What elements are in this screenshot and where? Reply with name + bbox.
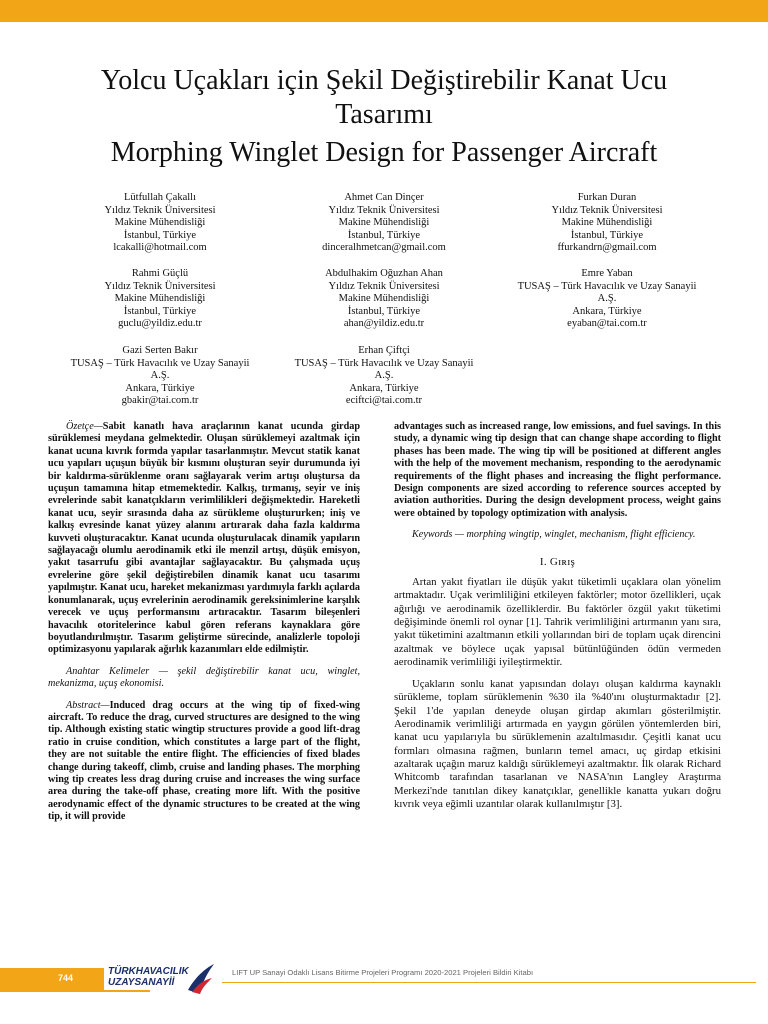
author-email: guclu@yildiz.edu.tr: [118, 318, 202, 330]
author-email: eyaban@tai.com.tr: [567, 318, 647, 330]
author-name: Emre Yaban: [581, 268, 633, 279]
abstract-en: [48, 700, 360, 824]
author-city: İstanbul, Türkiye: [123, 229, 197, 241]
author-block: [487, 268, 727, 331]
footer-publication-title: LIFT UP Sanayi Odaklı Lisans Bitirme Projeleri Programı 2020-2021 Projeleri Bildiri Kitabı: [232, 968, 534, 977]
author-name: Furkan Duran: [577, 192, 637, 203]
author-affiliation: TUSAŞ – Türk Havacılık ve Uzay Sanayii: [70, 357, 250, 369]
abstract-tr-label: Özetçe—: [66, 421, 103, 432]
abstract-en-text: Induced drag occurs at the wing tip of fixed-wing aircraft. To reduce the drag, curved structures are designed to the wing tip. Although existing static wingtip structures provide a good lift-drag ratio in cruise condition, which constitutes a large part of the flight, they are not suitable the entire flight. The efficiencies of fixed blades change during takeoff, climb, cruise and landing phases. The morphing wing tip creates less drag during cruise and increases the wing surface area during the take-off phase, creating more lift. With the positive aerodynamic effect of the dynamic structures to be created at the wing tip, it will provide: [48, 699, 360, 823]
author-email: eciftci@tai.com.tr: [345, 395, 423, 407]
author-department: A.Ş.: [374, 370, 394, 382]
author-name: Erhan Çiftçi: [358, 345, 410, 356]
author-block: [40, 192, 280, 255]
author-block: [487, 192, 727, 255]
abstract-en-continued: advantages such as increased range, low emissions, and fuel savings. In this study, a dynamic wing tip design that can change shape according to flight phases has been made. The wing tip will be positioned at different angles with the help of the movement mechanism, responding to the aerodynamic requirements of the flight phases and increasing the flight performance. Design components are sized according to reference sources accepted by aviation authorities. During the design development process, weight gains were obtained by topology optimization with analysis.: [394, 421, 721, 519]
author-department: Makine Mühendisliği: [338, 217, 430, 229]
title-block: [0, 64, 768, 170]
logo-line-1: TÜRKHAVACILIK: [108, 966, 189, 977]
logo-line-2: UZAYSANAYİİ: [108, 977, 175, 988]
author-block: [264, 192, 504, 255]
tusas-logo-icon: [186, 962, 216, 996]
author-affiliation: Yıldız Teknik Üniversitesi: [328, 280, 440, 292]
paper-title-tr: Yolcu Uçakları için Şekil Değiştirebilir Kanat Ucu Tasarımı: [100, 65, 668, 130]
author-affiliation: Yıldız Teknik Üniversitesi: [328, 204, 440, 216]
abstract-en-label: Abstract—: [66, 699, 110, 711]
paper-title-en: Morphing Winglet Design for Passenger Aircraft: [110, 137, 658, 168]
keywords-en-label: Keywords: [412, 529, 453, 541]
author-city: İstanbul, Türkiye: [347, 305, 421, 317]
keywords-en: [394, 529, 721, 541]
page-footer: [0, 960, 768, 1004]
footer-divider: [222, 982, 756, 983]
author-block: [40, 268, 280, 331]
left-column: [48, 421, 360, 833]
author-block: [264, 268, 504, 331]
keywords-tr-label: Anahtar Kelimeler: [66, 665, 150, 677]
tusas-logo-text: [104, 964, 193, 990]
author-department: Makine Mühendisliği: [114, 293, 206, 305]
author-affiliation: TUSAŞ – Türk Havacılık ve Uzay Sanayii: [517, 280, 697, 292]
header-accent-bar: [0, 0, 768, 22]
author-city: Ankara, Türkiye: [125, 382, 195, 394]
author-name: Gazi Serten Bakır: [122, 345, 198, 356]
author-department: A.Ş.: [597, 293, 617, 305]
author-city: İstanbul, Türkiye: [347, 229, 421, 241]
intro-paragraph: Uçakların sonlu kanat yapısından dolayı oluşan kaldırma kaynaklı sürükleme, toplam sürüklemenin %30 ila %40'ını oluşturmaktadır [2]. Şekil 1'de yapılan deneyde oluşan girdap akımları gösterilmiştir. Aerodinamik verimliliği artırmada en yaygın görülen yöntemlerden biri, kanat ucu yapılarıyla bu sürüklemenin azaltılmasıdır. Çeşitli kanat ucu formları olmasına rağmen, bunların temel amacı, uç girdap etkisini azaltarak uçağın maruz kaldığı sürüklemeyi azaltmaktır. İlk olarak Richard Whitcomb tarafından tasarlanan ve NASA'nın Langley Araştırma Merkezi'nde tanıtılan dikey kanatçıklar, genellikle kanatta yukarı doğru kıvrık veya eğimli uzantılar olarak kullanılmıştır [3].: [394, 678, 721, 810]
author-department: Makine Mühendisliği: [561, 217, 653, 229]
author-email: ffurkandrn@gmail.com: [557, 242, 657, 254]
right-column: [394, 421, 721, 820]
author-department: A.Ş.: [150, 370, 170, 382]
abstract-tr-text: Sabit kanatlı hava araçlarının kanat ucunda girdap sürüklemesi meydana gelmektedir. Oluşan sürüklemeyi azaltmak için kanat ucuna kıvrık formda yapılar tasarlanmıştır. Mevcut statik kanat ucu yapıları uçuşun büyük bir kısmını oluşturan seyir durumunda iyi bir kaldırma-sürüklenme oranı sağlayarak verim artışı oluştursa da uçuşun tamamına hitap etmemektedir. Kalkış, tırmanış, seyir ve iniş evrelerinde sabit kanatçıkların verimlilikleri değişmektedir. Hareketli kanat ucu, seyir sırasında daha az sürükleme oluştururken; iniş ve kalkış evresinde kanat yüzey alanını artırarak daha fazla kaldırma kuvveti oluşturacaktır. Kanat ucunda oluşturulacak dinamik yapıların sağlayacağı olumlu aerodinamik etki ile menzil artışı, düşük emisyon, yakıt tasarrufu gibi avantajlar sağlayacaktır. Bu çalışmada uçuş evrelerine göre şekil değiştirebilen dinamik kanat ucu tasarımı yapılmıştır. Kanat ucu, hareket mekanizması yardımıyla farklı açılarda konumlanarak, uçuş evrelerinin aerodinamik gereksinimlerine karşılık verecek ve uçuş performansını artıracaktır. Tasarım bileşenleri havacılık otoritelerince kabul gören referans kaynaklara göre boyutlandırılmıştır. Tasarım geliştirme sürecinde, analizlerle topoloji optimizasyonu yapılarak ağırlık kazanımları elde edilmiştir.: [48, 421, 360, 656]
section-heading-intro: I. Gɪʀɪş: [539, 555, 576, 568]
author-email: gbakir@tai.com.tr: [121, 395, 199, 407]
author-affiliation: Yıldız Teknik Üniversitesi: [104, 204, 216, 216]
author-city: İstanbul, Türkiye: [123, 305, 197, 317]
intro-paragraph: Artan yakıt fiyatları ile düşük yakıt tüketimli uçaklara olan yönelim artmaktadır. Uçak verimliliğini etkileyen faktörler; motor özellikleri, uçak ağırlığı ve aerodinamik özelliklerdir. Bu faktörler özgül yakıt tüketimi değişiminde önemli rol oynar [1]. Tahrik verimliliğini artırmanın yanı sıra, yakıt tüketimini azaltmanın etkili yollarından biri de toplam uçak direncini azaltmak ve böylece uçak yapısal bütünlüğünden ödün vermeden aerodinamik verimliliği iyileştirmektir.: [394, 576, 721, 668]
author-block: [40, 345, 280, 408]
author-city: İstanbul, Türkiye: [570, 229, 644, 241]
keywords-en-text: — morphing wingtip, winglet, mechanism, flight efficiency.: [452, 529, 696, 541]
author-city: Ankara, Türkiye: [572, 305, 642, 317]
author-name: Rahmi Güçlü: [131, 268, 189, 279]
author-department: Makine Mühendisliği: [114, 217, 206, 229]
keywords-tr: [48, 666, 360, 691]
keywords-tr-text: — şekil değiştirebilir kanat ucu, winglet, mekanizma, uçuş ekonomisi.: [48, 665, 360, 690]
author-affiliation: TUSAŞ – Türk Havacılık ve Uzay Sanayii: [294, 357, 474, 369]
author-email: ahan@yildiz.edu.tr: [343, 318, 425, 330]
author-name: Lütfullah Çakallı: [123, 192, 197, 203]
author-name: Ahmet Can Dinçer: [344, 192, 424, 203]
author-city: Ankara, Türkiye: [349, 382, 419, 394]
author-email: lcakalli@hotmail.com: [113, 242, 207, 254]
author-block: [264, 345, 504, 408]
author-affiliation: Yıldız Teknik Üniversitesi: [551, 204, 663, 216]
abstract-tr: [48, 421, 360, 657]
author-affiliation: Yıldız Teknik Üniversitesi: [104, 280, 216, 292]
page-number: 744: [58, 973, 74, 983]
author-department: Makine Mühendisliği: [338, 293, 430, 305]
author-email: dinceralhmetcan@gmail.com: [322, 242, 446, 254]
author-name: Abdulhakim Oğuzhan Ahan: [325, 268, 443, 279]
